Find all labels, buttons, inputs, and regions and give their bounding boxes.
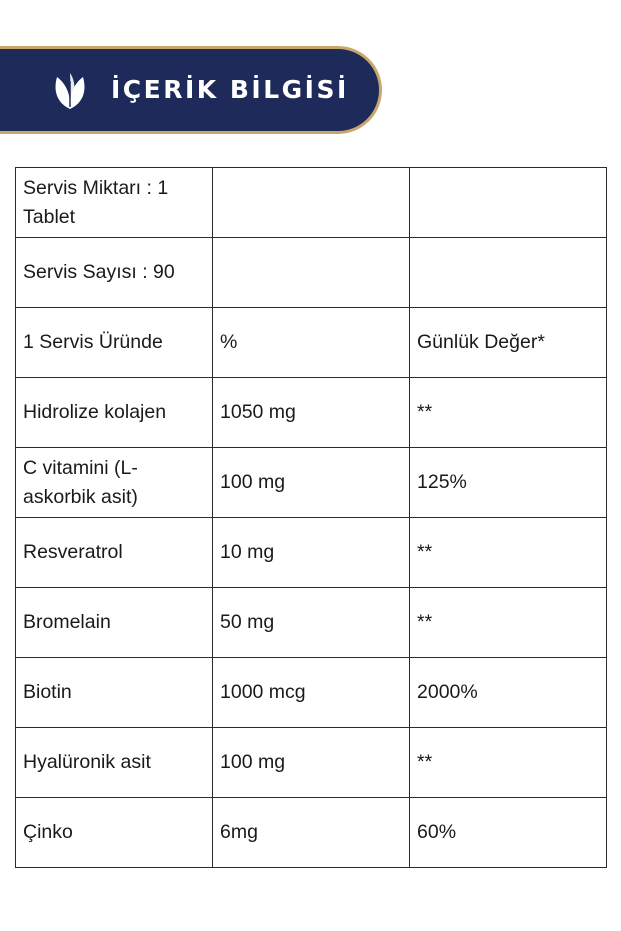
table-row [16, 728, 607, 798]
table-cell: Bromelain [16, 588, 213, 658]
table-cell: 1050 mg [213, 378, 410, 448]
table-row [16, 658, 607, 728]
table-cell [410, 238, 607, 308]
table-cell [213, 168, 410, 238]
table-cell: Servis Miktarı : 1 Tablet [16, 168, 213, 238]
table-cell: 6mg [213, 798, 410, 868]
table-row [16, 798, 607, 868]
table-cell: Günlük Değer* [410, 308, 607, 378]
table-row [16, 588, 607, 658]
table-row [16, 238, 607, 308]
header-banner [0, 46, 382, 134]
table-cell: C vitamini (L-askorbik asit) [16, 448, 213, 518]
table-cell: 100 mg [213, 728, 410, 798]
table-cell: 125% [410, 448, 607, 518]
table-row [16, 518, 607, 588]
table-cell: 1000 mcg [213, 658, 410, 728]
table-cell: Resveratrol [16, 518, 213, 588]
table-cell: Çinko [16, 798, 213, 868]
table-cell: 60% [410, 798, 607, 868]
table-row [16, 378, 607, 448]
table-row [16, 168, 607, 238]
table-cell [410, 168, 607, 238]
table-cell: Servis Sayısı : 90 [16, 238, 213, 308]
table-row [16, 448, 607, 518]
leaf-icon [49, 71, 91, 111]
table-row [16, 308, 607, 378]
table-cell [213, 238, 410, 308]
table-cell: Biotin [16, 658, 213, 728]
table-cell: 10 mg [213, 518, 410, 588]
table-cell: 1 Servis Üründe [16, 308, 213, 378]
nutrition-table [15, 167, 607, 868]
table-cell: Hyalüronik asit [16, 728, 213, 798]
table-cell: % [213, 308, 410, 378]
table-cell: ** [410, 378, 607, 448]
table-cell: 2000% [410, 658, 607, 728]
table-cell: 100 mg [213, 448, 410, 518]
table-cell: ** [410, 588, 607, 658]
table-cell: 50 mg [213, 588, 410, 658]
table-cell: Hidrolize kolajen [16, 378, 213, 448]
table-cell: ** [410, 728, 607, 798]
page-title: İÇERİK BİLGİSİ [111, 75, 349, 104]
table-cell: ** [410, 518, 607, 588]
